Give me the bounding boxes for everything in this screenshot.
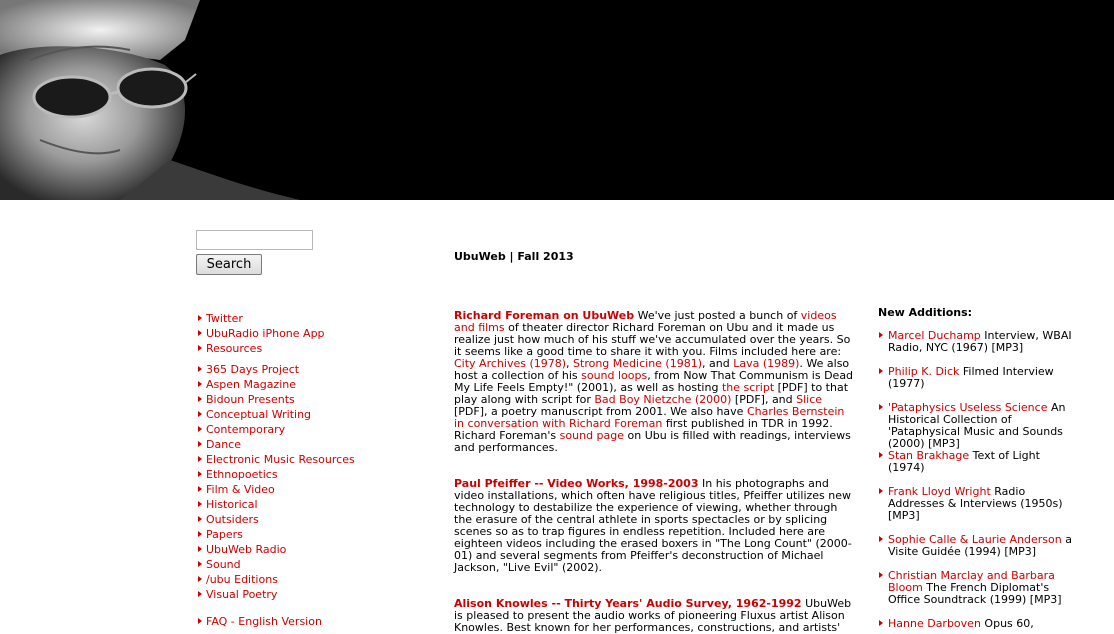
sidebar-item-bidoun-presents[interactable] bbox=[196, 392, 366, 407]
sidebar-item-outsiders[interactable] bbox=[196, 512, 366, 527]
search-button[interactable]: Search bbox=[196, 254, 262, 275]
portrait-photo bbox=[0, 0, 300, 200]
new-addition-link[interactable]: Frank Lloyd Wright bbox=[888, 485, 991, 498]
arrow-right-icon bbox=[198, 501, 202, 507]
arrow-right-icon bbox=[879, 488, 883, 494]
sidebar-item-label[interactable]: /ubu Editions bbox=[206, 573, 278, 586]
sidebar-item-label[interactable]: Sound bbox=[206, 558, 241, 571]
arrow-right-icon bbox=[879, 620, 883, 626]
sidebar-item-aspen-magazine[interactable] bbox=[196, 377, 366, 392]
inline-link[interactable]: the script bbox=[721, 381, 775, 394]
sidebar-item-conceptual-writing[interactable] bbox=[196, 407, 366, 422]
arrow-right-icon bbox=[198, 396, 202, 402]
new-addition-link[interactable]: Stan Brakhage bbox=[888, 449, 970, 462]
sidebar-item-label[interactable]: Historical bbox=[206, 498, 258, 511]
sidebar-item-contemporary[interactable] bbox=[196, 422, 366, 437]
new-addition-description: The French Diplomat's Office Soundtrack (1999) [MP3] bbox=[888, 581, 1062, 606]
new-addition-description: Radio Addresses & Interviews (1950s) [MP3] bbox=[888, 485, 1063, 522]
new-addition-item bbox=[878, 330, 1078, 354]
sidebar-nav-faq bbox=[196, 614, 366, 629]
inline-link[interactable]: Slice bbox=[796, 393, 823, 406]
body-text: , from Now That Communism is Dead My Life Feels Empty!" (2001), as well as hosting bbox=[454, 369, 854, 394]
body-text: [PDF] to that play along with script for bbox=[454, 381, 849, 406]
inline-link[interactable]: sound loops bbox=[581, 369, 648, 382]
arrow-right-icon bbox=[198, 618, 202, 624]
sidebar-item-label[interactable]: Resources bbox=[206, 342, 263, 355]
sidebar-item-ubu-editions[interactable] bbox=[196, 572, 366, 587]
sidebar-item-label[interactable]: UbuRadio iPhone App bbox=[206, 327, 325, 340]
sidebar-item-sound[interactable] bbox=[196, 557, 366, 572]
entry-title-link[interactable]: Alison Knowles -- Thirty Years' Audio Survey, 1962-1992 bbox=[454, 597, 802, 610]
arrow-right-icon bbox=[198, 381, 202, 387]
new-addition-description: a Visite Guidée (1994) [MP3] bbox=[888, 533, 1072, 558]
body-text: [PDF], a poetry manuscript from 2001. We also have bbox=[454, 405, 747, 418]
entry-body: UbuWeb is pleased to present the audio works of pioneering Fluxus artist Alison Knowles. Best known for her performances, constructions, and artists' bbox=[454, 597, 852, 634]
new-addition-item bbox=[878, 618, 1078, 630]
body-text: , and bbox=[702, 357, 734, 370]
new-addition-item bbox=[878, 534, 1078, 558]
arrow-right-icon bbox=[879, 536, 883, 542]
arrow-right-icon bbox=[198, 426, 202, 432]
sidebar-item-resources[interactable] bbox=[196, 341, 366, 356]
entry-body: In his photographs and video installations, which often have religious titles, Pfeiffer utilizes new technology to destabilize the experience of viewing, whether through the erasure of the central athlete in sports spectacles or by splicing scenes so as to trap figures in endless repetition. Included here are eighteen videos including the erased boxers in "The Long Count" (2000-01) and several segments from Pfeiffer's deconstruction of Michael Jackson, "Live Evil" (2002). bbox=[454, 477, 852, 574]
entry-title-link[interactable]: Richard Foreman on UbuWeb bbox=[454, 309, 635, 322]
body-text: , bbox=[566, 357, 574, 370]
arrow-right-icon bbox=[879, 572, 883, 578]
sidebar-item-ethnopoetics[interactable] bbox=[196, 467, 366, 482]
arrow-right-icon bbox=[879, 404, 883, 410]
sidebar-item-ubuweb-radio[interactable] bbox=[196, 542, 366, 557]
body-text: [PDF], and bbox=[731, 393, 797, 406]
inline-link[interactable]: Lava (1989) bbox=[733, 357, 800, 370]
inline-link[interactable]: City Archives (1978) bbox=[454, 357, 567, 370]
arrow-right-icon bbox=[198, 591, 202, 597]
arrow-right-icon bbox=[198, 546, 202, 552]
new-addition-link[interactable]: Philip K. Dick bbox=[888, 365, 960, 378]
sidebar-item-label[interactable]: Bidoun Presents bbox=[206, 393, 295, 406]
new-addition-description: An Historical Collection of 'Pataphysical Music and Sounds (2000) [MP3] bbox=[888, 401, 1066, 450]
arrow-right-icon bbox=[198, 441, 202, 447]
sidebar-item-label[interactable]: UbuWeb Radio bbox=[206, 543, 287, 556]
arrow-right-icon bbox=[198, 471, 202, 477]
sidebar-item-label[interactable]: 365 Days Project bbox=[206, 363, 300, 376]
news-entry bbox=[454, 478, 854, 574]
search-input[interactable] bbox=[196, 230, 313, 250]
arrow-right-icon bbox=[198, 576, 202, 582]
inline-link[interactable]: videos and films bbox=[454, 309, 837, 334]
new-addition-link[interactable]: Marcel Duchamp bbox=[888, 329, 981, 342]
sidebar-item-faq-english-version[interactable] bbox=[196, 614, 366, 629]
arrow-right-icon bbox=[198, 531, 202, 537]
sidebar-item-label[interactable]: Aspen Magazine bbox=[206, 378, 296, 391]
new-addition-link[interactable]: 'Pataphysics Useless Science bbox=[888, 401, 1048, 414]
sidebar-item-historical[interactable] bbox=[196, 497, 366, 512]
page-title: UbuWeb | Fall 2013 bbox=[454, 250, 574, 263]
sidebar-item-label[interactable]: Visual Poetry bbox=[206, 588, 278, 601]
sidebar-item-label[interactable]: Dance bbox=[206, 438, 241, 451]
arrow-right-icon bbox=[879, 452, 883, 458]
new-addition-link[interactable]: Sophie Calle & Laurie Anderson bbox=[888, 533, 1062, 546]
inline-link[interactable]: Charles Bernstein in conversation with Richard Foreman bbox=[454, 405, 845, 430]
sidebar-nav-sections bbox=[196, 362, 366, 602]
new-addition-description: Interview, WBAI Radio, NYC (1967) [MP3] bbox=[888, 329, 1072, 354]
new-addition-item bbox=[878, 402, 1078, 450]
sidebar-item-label[interactable]: Ethnopoetics bbox=[206, 468, 278, 481]
sidebar-item-label[interactable]: Electronic Music Resources bbox=[206, 453, 355, 466]
arrow-right-icon bbox=[198, 516, 202, 522]
sidebar-item-uburadio-iphone-app[interactable] bbox=[196, 326, 366, 341]
arrow-right-icon bbox=[198, 561, 202, 567]
sidebar-item-papers[interactable] bbox=[196, 527, 366, 542]
inline-link[interactable]: Strong Medicine (1981) bbox=[573, 357, 703, 370]
new-addition-link[interactable]: Christian Marclay and Barbara Bloom bbox=[888, 569, 1055, 594]
sidebar-item-label[interactable]: Film & Video bbox=[206, 483, 275, 496]
new-additions-title: New Additions: bbox=[878, 306, 973, 319]
sidebar-item-label[interactable]: Papers bbox=[206, 528, 243, 541]
arrow-right-icon bbox=[198, 345, 202, 351]
sidebar-item-365-days-project[interactable] bbox=[196, 362, 366, 377]
new-addition-description: Filmed Interview (1977) bbox=[888, 365, 1054, 390]
arrow-right-icon bbox=[198, 315, 202, 321]
arrow-right-icon bbox=[198, 330, 202, 336]
sidebar-item-visual-poetry[interactable] bbox=[196, 587, 366, 602]
sidebar-item-label[interactable]: Contemporary bbox=[206, 423, 286, 436]
body-text: . We also host a collection of his bbox=[454, 357, 850, 382]
sidebar-item-film-video[interactable] bbox=[196, 482, 366, 497]
entry-body bbox=[454, 309, 853, 454]
sidebar-nav-top bbox=[196, 311, 366, 356]
new-addition-item bbox=[878, 570, 1078, 606]
sidebar-item-label[interactable]: Outsiders bbox=[206, 513, 259, 526]
sidebar-item-label[interactable]: Conceptual Writing bbox=[206, 408, 312, 421]
arrow-right-icon bbox=[198, 456, 202, 462]
arrow-right-icon bbox=[198, 366, 202, 372]
new-addition-description: Text of Light (1974) bbox=[888, 449, 1040, 474]
entry-title-link[interactable]: Paul Pfeiffer -- Video Works, 1998-2003 bbox=[454, 477, 699, 490]
new-addition-item bbox=[878, 486, 1078, 522]
body-text: of theater director Richard Foreman on Ubu and it made us realize just how much of his stuff we've accumulated over the years. So it seems like a good time to share it with you. Films included here are: bbox=[454, 321, 851, 358]
sidebar-item-label[interactable]: FAQ - English Version bbox=[206, 615, 322, 628]
new-addition-description: Opus 60, bbox=[984, 617, 1034, 630]
arrow-right-icon bbox=[879, 368, 883, 374]
sidebar-item-dance[interactable] bbox=[196, 437, 366, 452]
sidebar-item-label[interactable]: Twitter bbox=[206, 312, 243, 325]
sidebar-item-twitter[interactable] bbox=[196, 311, 366, 326]
news-entry bbox=[454, 598, 854, 634]
sidebar-item-electronic-music-resources[interactable] bbox=[196, 452, 366, 467]
inline-link[interactable]: Bad Boy Nietzche (2000) bbox=[594, 393, 732, 406]
header-banner bbox=[0, 0, 1114, 200]
arrow-right-icon bbox=[879, 332, 883, 338]
arrow-right-icon bbox=[198, 411, 202, 417]
inline-link[interactable]: sound page bbox=[559, 429, 625, 442]
body-text: on Ubu is filled with readings, interviews and performances. bbox=[454, 429, 851, 454]
new-addition-item bbox=[878, 450, 1078, 474]
body-text: We've just posted a bunch of bbox=[637, 309, 801, 322]
new-addition-link[interactable]: Hanne Darboven bbox=[888, 617, 981, 630]
new-addition-item bbox=[878, 366, 1078, 390]
arrow-right-icon bbox=[198, 486, 202, 492]
news-entry bbox=[454, 310, 854, 454]
body-text: first published in TDR in 1992. Richard Foreman's bbox=[454, 417, 833, 442]
